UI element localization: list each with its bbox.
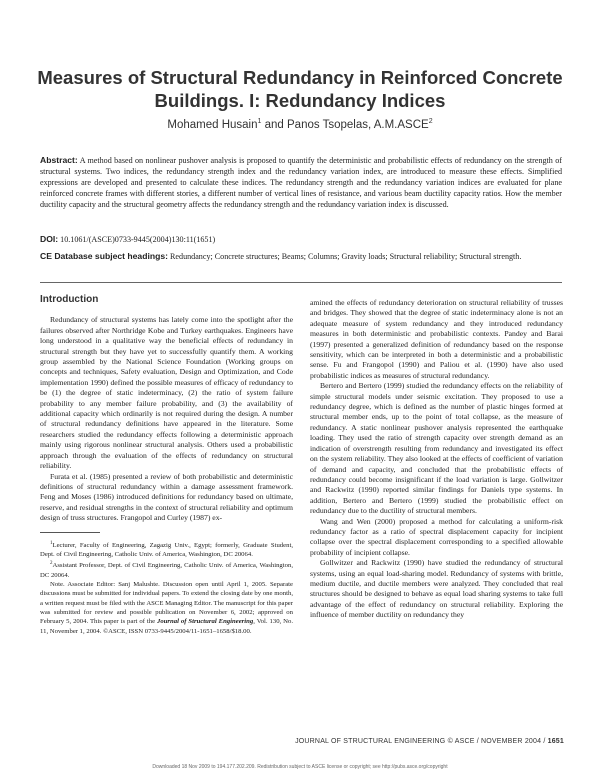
abstract-text: A method based on nonlinear pushover analysis is proposed to quantify the deterministic and probabilistic effects of redundancy on the strength of structural systems. Two indices, the redundancy strength index and the redundancy variation index, are introduced to measure these effects. Simplified expressions are developed and presented to calculate these indices. The redundancy strength and the redundancy variation indices are evaluated for plane reinforced concrete frames with different stories, a different number of vertical lines of resistance, and various beam ductility capacity ratios. How the member ductility capacity and the structural geometry affects the redundancy strength and the redundancy variation index is discussed. bbox=[40, 156, 562, 209]
intro-paragraph-1: Redundancy of structural systems has lately come into the spotlight after the failures observed after Northridge Kobe and Turkey earthquakes. Engineers have long understood in a qualitative way the beneficial effects of redundancy in structural strength but they have yet to successfully quantify them. A working group assembled by the National Science Foundation (Working groups on concepts and techniques, Safety evaluation, Design and Optimization, and Code implementation 1990) defined the possible measures of efficacy of redundancy to be (1) the degree of static indeterminacy, (2) the ratio of system failure probability to any member failure probability, and (3) the availability of additional capacity which ordinarily is not required during the design. A number of structural redundancy definitions have appeared in the literature. Some researchers studied the redundancy effects following a deterministic approach mainly using rigorous nonlinear structural analysis. Others used a probabilistic approach through the evaluation of the effects of redundancy on structural reliability. bbox=[40, 315, 293, 471]
footnote-1-mark: 1 bbox=[50, 540, 53, 546]
subject-headings bbox=[40, 251, 562, 263]
editorial-note-text-a: Note. Associate Editor: Sanj Malushte. Discussion open until April 1, 2005. Separate discussions must be submitted for individual papers. To extend the closing date by one month, a written request must be filed with the ASCE Managing Editor. The manuscript for this paper was submitted for review and possible publication on November 6, 2002; approved on February 5, 2004. This paper is part of the bbox=[40, 581, 293, 626]
abstract bbox=[40, 155, 562, 211]
doi-label: DOI: bbox=[40, 234, 59, 244]
abstract-label: Abstract: bbox=[40, 155, 78, 165]
running-footer bbox=[295, 738, 564, 745]
editorial-note-journal: Journal of Structural Engineering bbox=[157, 618, 254, 626]
left-column bbox=[40, 295, 293, 636]
right-paragraph-1: amined the effects of redundancy deterioration on structural reliability of trusses and bridges. They showed that the degree of static indeterminacy alone is not an adequate measure of system redundancy and they introduced redundancy measures in both deterministic and probabilistic contexts. Pandey and Barai (1997) presented a generalized definition of redundancy based on the response sensitivity, which can be interpreted in both a deterministic and a probabilistic sense. Fu and Frangopol (1990) and Paliou et al. (1990) have also used probabilistic indices as measures of structural redundancy. bbox=[310, 298, 563, 380]
page-number: 1651 bbox=[547, 738, 564, 745]
author-1-affiliation-mark: 1 bbox=[257, 118, 262, 125]
right-paragraph-4: Gollwitzer and Rackwitz (1990) have studied the redundancy of structural systems, using an equal load-sharing model. Redundancy of systems with brittle, medium ductile, and ductile members were analyzed. They concluded that real structures should be designed to behave as equal load sharing systems to take full advantage of the effect of redundancy on structural reliability. Exploring the influence of member ductility on redundancy they bbox=[310, 558, 563, 620]
author-2-affiliation-mark: 2 bbox=[428, 118, 433, 125]
doi-link[interactable]: 10.1061/(ASCE)0733-9445(2004)130:11(1651) bbox=[60, 235, 216, 244]
footnote-divider bbox=[40, 532, 100, 533]
author-joiner: and bbox=[261, 118, 287, 131]
footnote-2-text: Assistant Professor, Dept. of Civil Engineering, Catholic Univ. of America, Washington, DC 20064. bbox=[40, 562, 293, 579]
introduction-heading: Introduction bbox=[40, 294, 99, 305]
author-2: Panos Tsopelas, A.M.ASCE bbox=[287, 118, 429, 131]
footnote-1 bbox=[40, 539, 293, 560]
footnote-2-mark: 2 bbox=[50, 561, 53, 567]
download-notice: Downloaded 18 Nov 2009 to 194.177.202.209. Redistribution subject to ASCE license or copyright; see http://pubs.asce.org/copyright bbox=[152, 764, 448, 770]
footer-journal: JOURNAL OF STRUCTURAL ENGINEERING © ASCE / NOVEMBER 2004 / bbox=[295, 738, 548, 745]
editorial-note-text-b: , Vol. 130, No. 11, November 1, 2004. ©ASCE, ISSN 0733-9445/2004/11-1651–1658/$18.00. bbox=[40, 618, 294, 635]
footnote-2 bbox=[40, 559, 293, 580]
author-line bbox=[30, 118, 570, 131]
section-divider bbox=[40, 282, 562, 283]
right-paragraph-3: Wang and Wen (2000) proposed a method for calculating a uniform-risk redundancy factor as a ratio of spectral displacement capacity for incipient collapse over the spectral displacement corresponding to a specified allowable probability of incipient collapse. bbox=[310, 516, 563, 557]
author-1: Mohamed Husain bbox=[167, 118, 258, 131]
right-paragraph-2: Bertero and Bertero (1999) studied the redundancy effects on the reliability of simple structural models under seismic excitation. They proposed to use a redundancy degree, which is defined as the number of plastic hinges formed at structural member ends, up to the point of total collapse, as the measure of redundancy. A static nonlinear pushover analysis represented the earthquake loading. They used the ratio of strength capacity over strength demand as an indication of overstrength resulting from redundancy and investigated its effect on the system reliability. They also looked at the effects of coefficient of variation of demand and capacity, and concluded that the probabilistic effects of redundancy could become insignificant if the load variation is large. Gollwitzer and Rackwitz (1990) reported similar findings for Daniels type systems. In addition, Bertero and Bertero (1999) studied the probabilistic effect on redundancy due to the ductility of structural members. bbox=[310, 381, 563, 516]
right-column bbox=[310, 298, 563, 621]
doi-line bbox=[40, 234, 215, 244]
paper-title: Measures of Structural Redundancy in Reinforced Concrete Buildings. I: Redundancy Indices bbox=[37, 67, 563, 111]
editorial-note bbox=[40, 580, 293, 636]
footnote-1-text: Lecturer, Faculty of Engineering, Zagazig Univ., Egypt; formerly, Graduate Student, Dept. of Civil Engineering, Catholic Univ. of America, Washington, DC 20064. bbox=[40, 541, 293, 559]
intro-paragraph-2: Furata et al. (1985) presented a review of both probabilistic and deterministic definitions of structural redundancy within a damage assessment framework. Feng and Moses (1986) introduced definitions for redundancy based on ultimate, reserve, and residual strengths in the context of structural reliability and optimum design of truss structures. Frangopol and Curley (1987) ex- bbox=[40, 471, 293, 523]
subject-headings-label: CE Database subject headings: bbox=[40, 251, 168, 261]
subject-headings-text: Redundancy; Concrete structures; Beams; Columns; Gravity loads; Structural reliability; Structural strength. bbox=[170, 252, 522, 261]
